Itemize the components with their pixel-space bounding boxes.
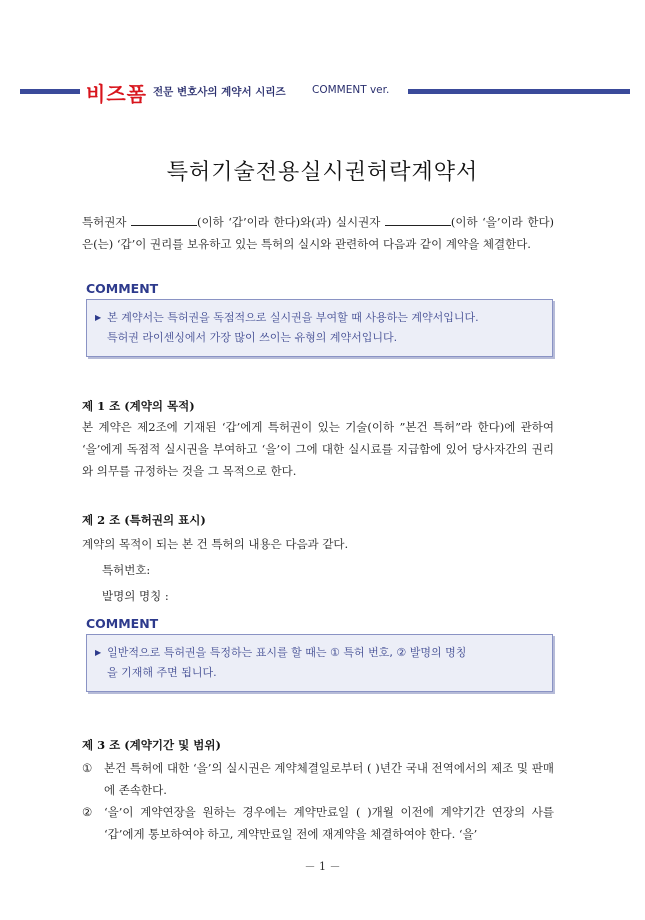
version-label: COMMENT ver.: [312, 84, 390, 96]
document-title: 특허기술전용실시권허락계약서: [166, 160, 479, 185]
blank-licensee: [385, 214, 451, 226]
clause-number: ②: [82, 805, 93, 819]
article3-clause-2: [82, 801, 554, 845]
article2-body: 계약의 목적이 되는 본 건 특허의 내용은 다음과 같다.: [82, 537, 349, 551]
article2-heading: 제 2 조 (특허권의 표시): [82, 513, 206, 527]
blank-licensor: [131, 214, 197, 226]
article1-body: 본 계약은 제2조에 기재된 ‘갑’에게 특허권이 있는 기술(이하 ”본건 특허”라 한다)에 관하여 ‘을’에게 독점적 실시권을 부여하고 ‘을’이 그에 대한 실시료를 지급함에 있어 당사자간의 권리와 의무를 규정하는 것을 그 목적으로 한다.: [82, 420, 554, 478]
clause-text: 본건 특허에 대한 ‘을’의 실시권은 계약체결일로부터 ( )년간 국내 전역에서의 제조 및 판매에 존속한다.: [104, 761, 554, 797]
header-rule-left: [20, 89, 80, 94]
comment-box-2: [86, 616, 553, 692]
comment1-line2: 특허권 라이센싱에서 가장 많이 쓰이는 유형의 계약서입니다.: [107, 331, 398, 344]
arrow-right-icon: ▶: [95, 648, 102, 657]
intro-part1: 특허권자: [82, 215, 127, 229]
clause-text: ‘을’이 계약연장을 원하는 경우에는 계약만료일 ( )개월 이전에 계약기간 연장의 사를 ‘갑’에게 통보하여야 하고, 계약만료일 전에 재계약을 체결하여야 한다. ‘을’: [104, 805, 554, 841]
article1-heading: 제 1 조 (계약의 목적): [82, 399, 195, 413]
comment1-line1: 본 계약서는 특허권을 독점적으로 실시권을 부여할 때 사용하는 계약서입니다.: [107, 311, 479, 324]
series-label: 전문 변호사의 계약서 시리즈: [153, 86, 286, 98]
article3-clause-1: [82, 757, 554, 801]
arrow-right-icon: ▶: [95, 313, 102, 322]
comment-content: [86, 299, 553, 357]
comment-box-1: [86, 281, 553, 357]
article3-heading: 제 3 조 (계약기간 및 범위): [82, 738, 221, 752]
intro-part2: (이하 ‘갑’이라 한다)와(과) 실시권자: [197, 215, 381, 229]
comment-label: COMMENT: [86, 616, 159, 631]
clause-number: ①: [82, 761, 93, 775]
patent-number-field: 특허번호:: [102, 563, 151, 577]
intro-paragraph: [82, 211, 554, 255]
invention-name-field: 발명의 명칭 :: [102, 589, 169, 603]
comment2-line2: 을 기재해 주면 됩니다.: [107, 666, 217, 679]
intro-part3: (이하 ‘을’이라 한다)은(는) ‘갑’이 권리를 보유하고 있는 특허의 실시와 관련하여 다음과 같이 계약을 체결한다.: [82, 215, 555, 251]
comment-content: [86, 634, 553, 692]
page-number: － 1 －: [304, 860, 341, 873]
header-rule-right: [408, 89, 630, 94]
comment2-line1: 일반적으로 특허권을 특정하는 표시를 할 때는 ① 특허 번호, ② 발명의 명칭: [107, 646, 467, 659]
comment-label: COMMENT: [86, 281, 159, 296]
brand-logo: 비즈폼: [86, 82, 147, 106]
header-band: [0, 78, 645, 104]
